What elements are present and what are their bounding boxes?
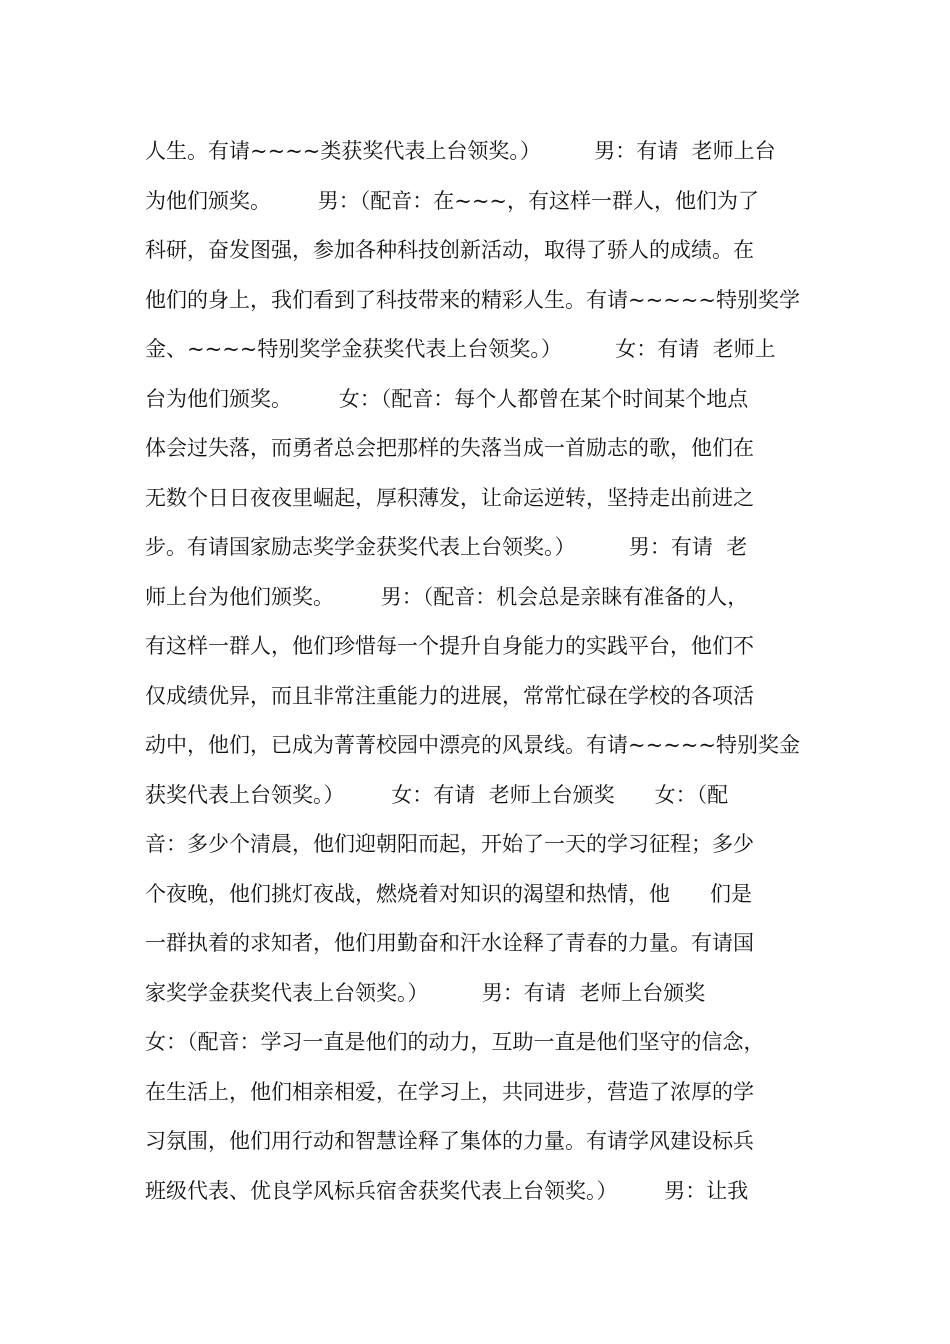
text-line: 音：多少个清晨，他们迎朝阳而起，开始了一天的学习征程；多少 (145, 832, 754, 856)
text-line: 金、~~~~特别奖学金获奖代表上台领奖。） 女：有请 老师上 (145, 337, 776, 361)
text-line: 习氛围，他们用行动和智慧诠释了集体的力量。有请学风建设标兵 (145, 1129, 754, 1153)
text-line: 有这样一群人，他们珍惜每一个提升自身能力的实践平台，他们不 (145, 634, 754, 658)
body-text (145, 127, 810, 1216)
text-line: 为他们颁奖。 男：（配音：在~~~，有这样一群人，他们为了 (145, 188, 760, 213)
text-line: 师上台为他们颁奖。 男：（配音：机会总是亲睐有准备的人， (145, 584, 749, 609)
text-line: 科研，奋发图强，参加各种科技创新活动，取得了骄人的成绩。在 (145, 238, 754, 262)
text-line: 获奖代表上台领奖。） 女：有请 老师上台颁奖 女：（配 (145, 782, 729, 807)
text-line: 台为他们颁奖。 女：（配音：每个人都曾在某个时间某个地点 (145, 386, 749, 411)
text-line: 仅成绩优异，而且非常注重能力的进展，常常忙碌在学校的各项活 (145, 683, 754, 708)
text-line: 个夜晚，他们挑灯夜战，燃烧着对知识的渴望和热情，他 们是 (145, 881, 753, 906)
text-line: 家奖学金获奖代表上台领奖。） 男：有请 老师上台颁奖 (145, 980, 706, 1005)
text-line: 步。有请国家励志奖学金获奖代表上台领奖。） 男：有请 老 (145, 535, 748, 559)
text-line: 他们的身上，我们看到了科技带来的精彩人生。有请~~~~~特别奖学 (145, 287, 800, 312)
text-line: 班级代表、优良学风标兵宿舍获奖代表上台领奖。） 男：让我 (145, 1178, 749, 1203)
text-line: 在生活上，他们相亲相爱，在学习上，共同进步，营造了浓厚的学 (145, 1079, 754, 1104)
text-line: 一群执着的求知者，他们用勤奋和汗水诠释了青春的力量。有请国 (145, 931, 754, 955)
text-line: 女：（配音：学习一直是他们的动力，互助一直是他们坚守的信念， (145, 1030, 765, 1054)
text-line: 动中，他们，已成为菁菁校园中漂亮的风景线。有请~~~~~特别奖金 (145, 733, 800, 757)
text-line: 体会过失落，而勇者总会把那样的失落当成一首励志的歌，他们在 (145, 436, 754, 460)
text-line: 人生。有请~~~~类获奖代表上台领奖。） 男：有请 老师上台 (145, 139, 776, 163)
text-line: 无数个日日夜夜里崛起，厚积薄发，让命运逆转，坚持走出前进之 (145, 485, 754, 510)
